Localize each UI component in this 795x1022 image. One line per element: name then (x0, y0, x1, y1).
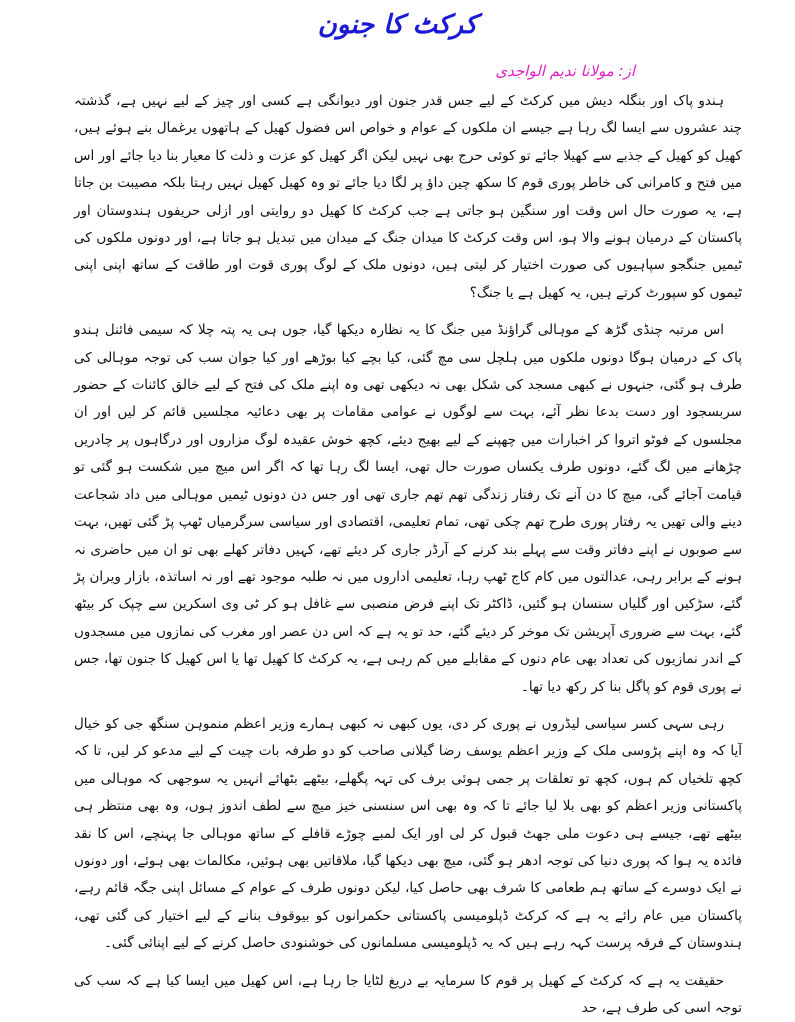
paragraph-4: حقیقت یہ ہے کہ کرکٹ کے کھیل پر قوم کا سرمایہ بے دریغ لٹایا جا رہا ہے، اس کھیل میں ایسا کیا ہے کہ سب کی توجہ اسی کی طرف ہے، حد (74, 972, 742, 1016)
article-body (74, 88, 742, 1022)
paragraph-3: رہی سہی کسر سیاسی لیڈروں نے پوری کر دی، یوں کبھی نہ کبھی ہمارے وزیر اعظم منموہن سنگھ جی کو خیال آیا کہ وہ اپنے پڑوسی ملک کے وزیر اعظم یوسف رضا گیلانی صاحب کو دو طرفہ بات چیت کے لیے مدعو کر لیں، تا کہ کچھ تلخیاں کم ہوں، کچھ تو تعلقات پر جمی ہوئی برف کی تہہ پگھلے، بیٹھے بٹھائے انہیں یہ سوجھی کہ موہالی میں پاکستانی وزیر اعظم کو بھی بلا لیا جائے تا کہ وہ بھی اس سنسنی خیز میچ سے لطف اندوز ہوں، وہ بھی منتظر ہی بیٹھے تھے، جیسے ہی دعوت ملی جھٹ قبول کر لی اور ایک لمبے چوڑے قافلے کے ساتھ موہالی جا پہنچے، اس کا نقد فائدہ یہ ہوا کہ پوری دنیا کی توجہ ادھر ہو گئی، میچ بھی دیکھا گیا، ملاقاتیں بھی ہوئیں، مکالمات بھی ہوئے، اور دونوں نے ایک دوسرے کے ساتھ ہم طعامی کا شرف بھی حاصل کیا، لیکن دونوں طرف کے عوام کے مسائل اپنی جگہ قائم رہے، پاکستان میں عام رائے یہ ہے کہ کرکٹ ڈپلومیسی پاکستانی حکمرانوں کو بیوقوف بنانے کے لیے اختیار کی گئی تھی، ہندوستان کے فرقہ پرست کہہ رہے ہیں کہ یہ ڈپلومیسی مسلمانوں کی خوشنودی حاصل کرنے کے لیے اپنائی گئی۔ (74, 715, 742, 952)
article-title: کرکٹ کا جنون (317, 10, 478, 40)
paragraph-1: ہندو پاک اور بنگلہ دیش میں کرکٹ کے لیے جس قدر جنون اور دیوانگی ہے کسی اور چیز کے لیے نہیں ہے، گذشتہ چند عشروں سے ایسا لگ رہا ہے جیسے ان ملکوں کے عوام و خواص اس فضول کھیل کے ہاتھوں یرغمال بنے ہوئے ہیں، کھیل کو کھیل کے جذبے سے کھیلا جائے تو کوئی حرج بھی نہیں لیکن اگر کھیل کو عزت و ذلت کا معیار بنا دیا جائے اور اس میں فتح و کامرانی کی خاطر پوری قوم کا سکھ چین داؤ پر لگا دیا جائے تو وہ کھیل کھیل نہیں رہتا بلکہ مصیبت بن جاتا ہے، یہ صورت حال اس وقت اور سنگین ہو جاتی ہے جب کرکٹ کا کھیل دو روایتی اور ازلی حریفوں ہندوستان اور پاکستان کے درمیان ہونے والا ہو، اس وقت کرکٹ کا میدان جنگ کے میدان میں تبدیل ہو جاتا ہے، اور دونوں ملکوں کی ٹیمیں جنگجو سپاہیوں کی صورت اختیار کر لیتی ہیں، دونوں ملک کے لوگ پوری قوت اور طاقت کے ساتھ اپنی اپنی ٹیموں کو سپورٹ کرتے ہیں، یہ کھیل ہے یا جنگ؟ (74, 93, 742, 301)
paragraph-2: اس مرتبہ چنڈی گڑھ کے موہالی گراؤنڈ میں جنگ کا یہ نظارہ دیکھا گیا، جوں ہی یہ پتہ چلا کہ سیمی فائنل ہندو پاک کے درمیان ہوگا دونوں ملکوں میں ہلچل سی مچ گئی، کیا بچے کیا بوڑھے اور کیا جوان سب کی توجہ موہالی کی طرف ہو گئی، جنہوں نے کبھی مسجد کی شکل بھی نہ دیکھی تھی وہ اپنے ملک کی فتح کے لیے خالق کائنات کے حضور سربسجود اور دست بدعا نظر آئے، بہت سے لوگوں نے عوامی مقامات پر بھی دعائیہ مجلسیں قائم کر لیں اور ان مجلسوں کے فوٹو اتروا کر اخبارات میں چھپنے کے لیے بھیج دیئے، کچھ خوش عقیدہ لوگ مزاروں اور درگاہوں پر چادریں چڑھانے میں لگ گئے، دونوں طرف یکساں صورت حال تھی، ایسا لگ رہا تھا کہ اگر اس میچ میں شکست ہو گئی تو قیامت آجائے گی، میچ کا دن آنے تک رفتار زندگی تھم تھم جاری تھی اور جس دن دونوں ٹیمیں موہالی میں داد شجاعت دینے والی تھیں یہ رفتار پوری طرح تھم چکی تھی، تمام تعلیمی، اقتصادی اور سیاسی سرگرمیاں ٹھپ پڑ گئی تھیں، بہت سے صوبوں نے اپنے دفاتر وقت سے پہلے بند کرنے کے آرڈر جاری کر دیئے تھے، کہیں دفاتر کھلے بھی تو ان میں حاضری نہ ہونے کے برابر رہی، عدالتوں میں کام کاج ٹھپ رہا، تعلیمی اداروں میں نہ طلبہ موجود تھے اور نہ اساتذہ، بازار ویران پڑ گئے، سڑکیں اور گلیاں سنسان ہو گئیں، ڈاکٹر تک اپنے فرض منصبی سے غافل ہو کر ٹی وی اسکرین سے چپک کر بیٹھ گئے، بہت سے ضروری آپریشن تک موخر کر دیئے گئے، حد تو یہ ہے کہ اس دن عصر اور مغرب کی نمازوں میں مسجدوں کے اندر نمازیوں کی تعداد بھی عام دنوں کے مقابلے میں کم رہی ہے، یہ کرکٹ کا کھیل تھا یا اس کھیل کا جنون تھا، جس نے پوری قوم کو پاگل بنا کر رکھ دیا تھا۔ (74, 322, 742, 695)
author-byline: از: مولانا ندیم الواجدی (495, 62, 635, 80)
